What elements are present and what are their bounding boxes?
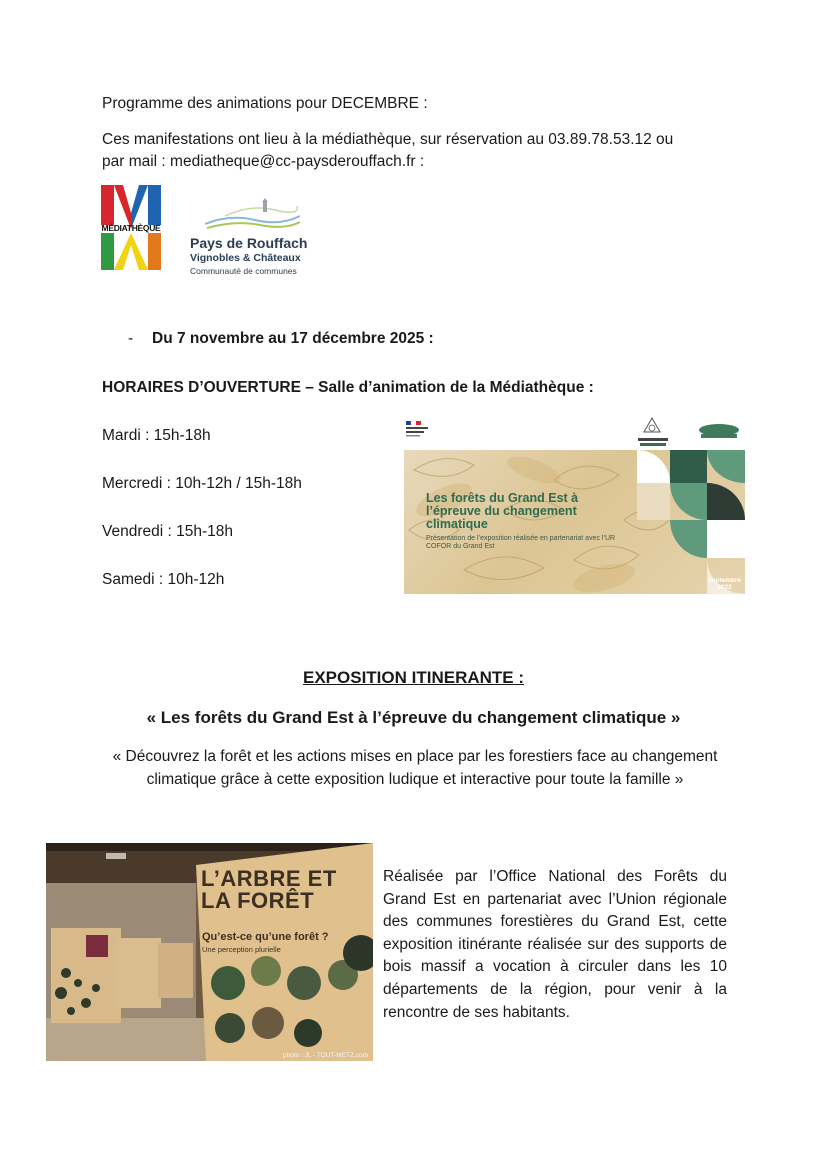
- rouffach-logo-subtitle: Vignobles & Châteaux: [190, 252, 301, 264]
- mediatheque-logo: [101, 185, 161, 270]
- hours-item: Mercredi : 10h-12h / 15h-18h: [102, 475, 302, 492]
- hours-item: Mardi : 15h-18h: [102, 427, 211, 444]
- poster-date-year: 2022: [717, 584, 732, 591]
- opening-hours-heading: HORAIRES D’OUVERTURE – Salle d’animation de la Médiathèque :: [102, 379, 594, 396]
- rouffach-logo-title: Pays de Rouffach: [190, 235, 308, 251]
- list-dash: -: [128, 330, 134, 347]
- intro-text-line1: Ces manifestations ont lieu à la médiathèque, sur réservation au 03.89.78.53.12 ou: [102, 131, 674, 148]
- photo-sign-line2: LA FORÊT: [201, 888, 315, 913]
- rouffach-logo-art: [205, 198, 300, 230]
- exhibition-subtitle: « Les forêts du Grand Est à l’épreuve du changement climatique »: [146, 708, 681, 727]
- program-heading: Programme des animations pour DECEMBRE :: [102, 95, 428, 112]
- exhibition-title: EXPOSITION ITINERANTE :: [302, 668, 525, 687]
- poster-subtitle: Présentation de l’exposition réalisée en partenariat avec l’UR COFOR du Grand Est: [426, 535, 616, 550]
- photo-sign-line1: L’ARBRE ET: [201, 866, 337, 891]
- poster-title: Les forêts du Grand Est à l’épreuve du changement climatique: [426, 491, 579, 531]
- exhibition-description: Réalisée par l’Office National des Forêts du Grand Est en partenariat avec l’Union régionale des communes forestières du Grand Est, cette exposition itinérante réalisée sur des supports de bois massif a vocation à circuler dans les 10 départements de la région, pour venir à la rencontre de ses habitants.: [383, 868, 727, 1021]
- hours-item: Samedi : 10h-12h: [102, 571, 225, 588]
- mediatheque-logo-text: MÉDIATHÈQUE: [101, 223, 161, 233]
- intro-text-line2: par mail : mediatheque@cc-paysderouffach.fr :: [102, 153, 425, 170]
- exhibition-poster: [404, 450, 745, 594]
- poster-partner-logos: [404, 416, 745, 450]
- poster-date: [708, 577, 741, 591]
- exhibition-dates: Du 7 novembre au 17 décembre 2025 :: [152, 330, 434, 347]
- photo-sign-small: Une perception plurielle: [202, 945, 281, 954]
- photo-credit: photo : JL - TOUT-METZ.com: [282, 1052, 368, 1059]
- photo-sign-question: Qu’est-ce qu’une forêt ?: [202, 931, 329, 943]
- hours-item: Vendredi : 15h-18h: [102, 523, 233, 540]
- exhibition-quote: « Découvrez la forêt et les actions mises en place par les forestiers face au changement climatique grâce à cette exposition ludique et interactive pour toute la famille »: [112, 748, 718, 788]
- poster-date-month: septembre: [708, 577, 741, 584]
- photo-sign-title: [201, 868, 337, 912]
- exhibition-photo: [46, 843, 373, 1061]
- rouffach-logo-tagline: Communauté de communes: [190, 266, 297, 276]
